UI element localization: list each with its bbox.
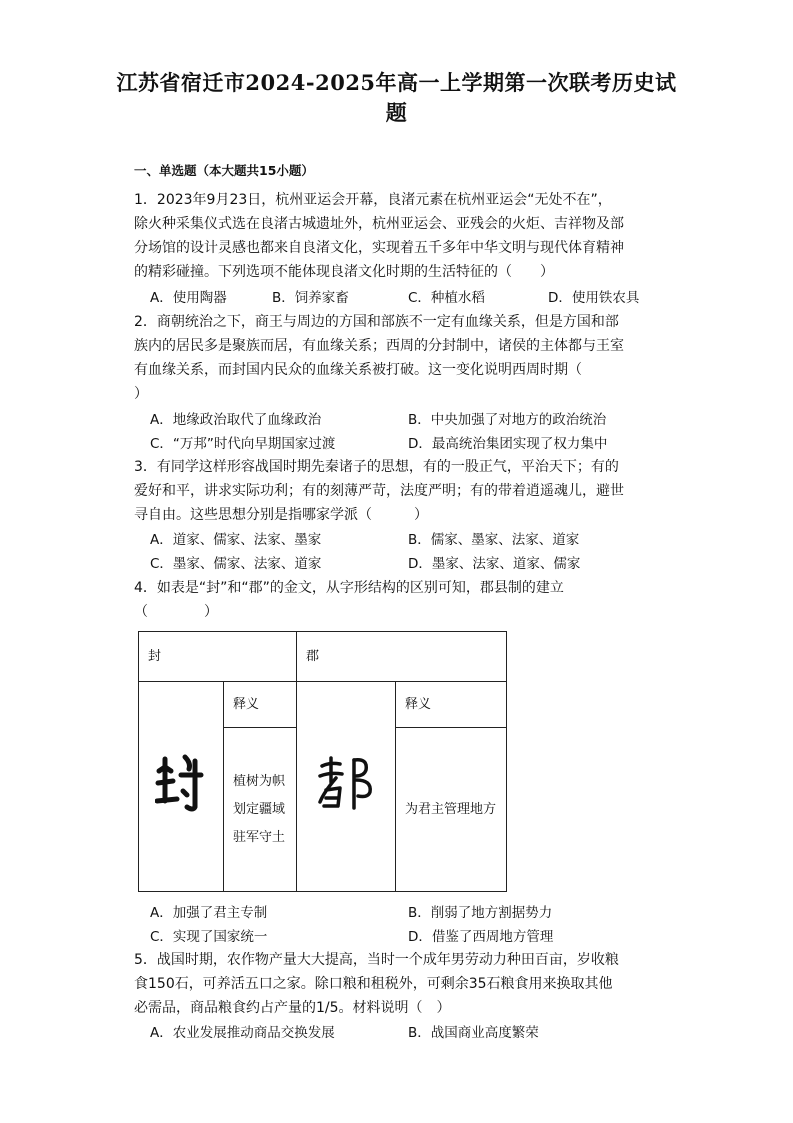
question-2-stem <box>134 310 661 406</box>
exam-title <box>110 68 683 128</box>
stem-line: 2．商朝统治之下，商王与周边的方国和部族不一定有血缘关系，但是方国和部 <box>134 314 619 330</box>
option-b[interactable]: B．饲养家畜 <box>272 290 349 306</box>
title-line-2: 题 <box>385 100 408 125</box>
feng-meaning-item: 划定疆域 <box>233 801 286 817</box>
question-1-stem <box>134 188 661 284</box>
header-feng: 封 <box>139 632 297 682</box>
section-heading: 一、单选题（本大题共15小题） <box>134 163 314 178</box>
stem-line: 有血缘关系，而封国内民众的血缘关系被打破。这一变化说明西周时期（ <box>134 362 582 378</box>
header-jun: 郡 <box>297 632 507 682</box>
option-c[interactable]: C．种植水稻 <box>408 290 485 306</box>
bronze-inscription-table <box>138 631 507 892</box>
option-a[interactable]: A．地缘政治取代了血缘政治 <box>150 412 322 428</box>
option-a[interactable]: A．道家、儒家、法家、墨家 <box>150 532 322 548</box>
question-5-options <box>150 1021 670 1045</box>
stem-line: （ ） <box>134 604 218 620</box>
question-2-options <box>150 408 670 456</box>
stem-line: 分场馆的设计灵感也都来自良渚文化，实现着五千多年中华文明与现代体育精神 <box>134 240 624 256</box>
option-d[interactable]: D．最高统治集团实现了权力集中 <box>408 436 608 452</box>
stem-line: 1．2023年9月23日，杭州亚运会开幕，良渚元素在杭州亚运会“无处不在”， <box>134 192 612 208</box>
stem-line: 必需品，商品粮食约占产量的1/5。材料说明（ ） <box>134 1000 451 1016</box>
feng-meaning-label: 释义 <box>224 682 297 728</box>
question-5-stem <box>134 948 661 1020</box>
jun-meaning: 为君主管理地方 <box>396 728 507 892</box>
stem-line: 除火种采集仪式选在良渚古城遗址外，杭州亚运会、亚残会的火炬、吉祥物及部 <box>134 216 624 232</box>
option-a[interactable]: A．使用陶器 <box>150 290 227 306</box>
option-b[interactable]: B．削弱了地方割据势力 <box>408 905 553 921</box>
stem-line: 寻自由。这些思想分别是指哪家学派（ ） <box>134 507 428 523</box>
option-b[interactable]: B．儒家、墨家、法家、道家 <box>408 532 580 548</box>
feng-meanings <box>224 728 297 892</box>
question-3-options <box>150 528 670 576</box>
stem-line: 的精彩碰撞。下列选项不能体现良渚文化时期的生活特征的（ ） <box>134 264 554 280</box>
option-c[interactable]: C．“万邦”时代向早期国家过渡 <box>150 436 336 452</box>
question-4-stem <box>134 576 661 624</box>
jun-meaning-label: 释义 <box>396 682 507 728</box>
stem-line: ） <box>134 386 148 402</box>
option-d[interactable]: D．墨家、法家、道家、儒家 <box>408 556 581 572</box>
option-a[interactable]: A．加强了君主专制 <box>150 905 268 921</box>
option-d[interactable]: D．使用铁农具 <box>548 290 640 306</box>
option-d[interactable]: D．借鉴了西周地方管理 <box>408 929 554 945</box>
stem-line: 3．有同学这样形容战国时期先秦诸子的思想，有的一股正气，平治天下；有的 <box>134 459 619 475</box>
jun-glyph-cell <box>297 682 396 892</box>
option-a[interactable]: A．农业发展推动商品交换发展 <box>150 1025 335 1041</box>
feng-glyph-cell <box>139 682 224 892</box>
option-b[interactable]: B．中央加强了对地方的政治统治 <box>408 412 607 428</box>
option-b[interactable]: B．战国商业高度繁荣 <box>408 1025 539 1041</box>
feng-meaning-item: 驻军守土 <box>233 829 286 845</box>
stem-line: 爱好和平，讲求实际功利；有的刻薄严苛，法度严明；有的带着逍遥魂儿，避世 <box>134 483 624 499</box>
option-c[interactable]: C．实现了国家统一 <box>150 929 268 945</box>
stem-line: 族内的居民多是聚族而居，有血缘关系；西周的分封制中，诸侯的主体都与王室 <box>134 338 624 354</box>
stem-line: 4．如表是“封”和“郡”的金文，从字形结构的区别可知，郡县制的建立 <box>134 580 564 596</box>
question-3-stem <box>134 455 661 527</box>
feng-bronze-glyph-icon <box>155 753 207 813</box>
question-4-options <box>150 901 670 949</box>
stem-line: 食150石，可养活五口之家。除口粮和租税外，可剩余35石粮食用来换取其他 <box>134 976 613 992</box>
question-1-options <box>150 286 670 310</box>
feng-meaning-item: 植树为帜 <box>233 773 286 789</box>
jun-bronze-glyph-icon <box>316 752 376 814</box>
stem-line: 5．战国时期，农作物产量大大提高，当时一个成年男劳动力种田百亩，岁收粮 <box>134 952 619 968</box>
option-c[interactable]: C．墨家、儒家、法家、道家 <box>150 556 322 572</box>
title-line-1: 江苏省宿迁市2024-2025年高一上学期第一次联考历史试 <box>116 70 677 95</box>
